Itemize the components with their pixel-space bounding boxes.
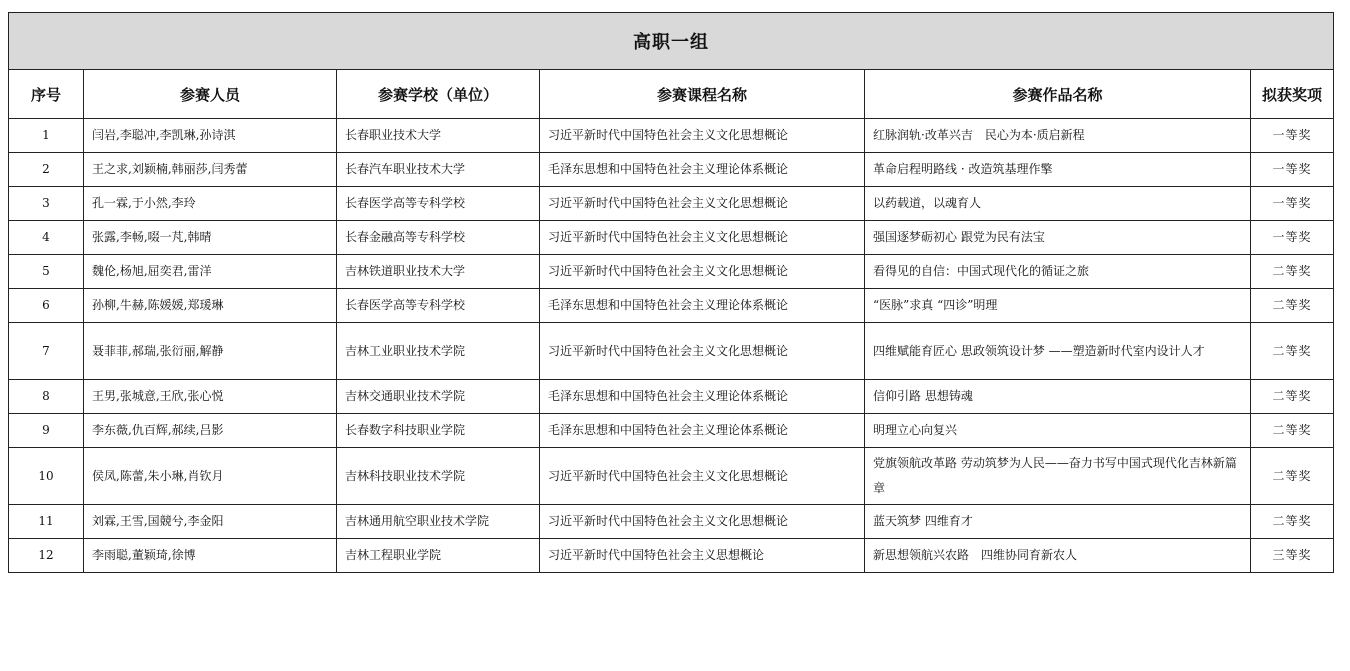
- cell-members: 李雨聪,董颖琦,徐博: [84, 539, 337, 573]
- cell-number: 8: [9, 380, 84, 414]
- cell-award: 二等奖: [1251, 380, 1334, 414]
- cell-school: 吉林通用航空职业技术学院: [337, 505, 540, 539]
- cell-award: 一等奖: [1251, 221, 1334, 255]
- cell-course: 习近平新时代中国特色社会主义文化思想概论: [540, 505, 865, 539]
- table-row: [9, 323, 1334, 380]
- title-row: [9, 13, 1334, 70]
- header-school: 参赛学校（单位）: [337, 70, 540, 119]
- cell-course: 毛泽东思想和中国特色社会主义理论体系概论: [540, 414, 865, 448]
- cell-work: 明理立心向复兴: [865, 414, 1251, 448]
- cell-award: 一等奖: [1251, 153, 1334, 187]
- cell-number: 10: [9, 448, 84, 505]
- cell-members: 聂菲菲,郝瑞,张衍丽,解静: [84, 323, 337, 380]
- cell-award: 二等奖: [1251, 414, 1334, 448]
- cell-number: 11: [9, 505, 84, 539]
- table-row: [9, 119, 1334, 153]
- cell-work: 蓝天筑梦 四维育才: [865, 505, 1251, 539]
- cell-number: 3: [9, 187, 84, 221]
- cell-award: 一等奖: [1251, 187, 1334, 221]
- header-course: 参赛课程名称: [540, 70, 865, 119]
- cell-work: 党旗领航改革路 劳动筑梦为人民——奋力书写中国式现代化吉林新篇章: [865, 448, 1251, 505]
- cell-members: 张露,李畅,啜一芃,韩晴: [84, 221, 337, 255]
- cell-course: 习近平新时代中国特色社会主义文化思想概论: [540, 187, 865, 221]
- cell-work: 看得见的自信：中国式现代化的循证之旅: [865, 255, 1251, 289]
- cell-school: 吉林铁道职业技术大学: [337, 255, 540, 289]
- cell-award: 二等奖: [1251, 289, 1334, 323]
- cell-award: 三等奖: [1251, 539, 1334, 573]
- table-row: [9, 505, 1334, 539]
- cell-course: 习近平新时代中国特色社会主义文化思想概论: [540, 255, 865, 289]
- cell-number: 2: [9, 153, 84, 187]
- cell-work: 红脉润轨·改革兴吉 民心为本·质启新程: [865, 119, 1251, 153]
- cell-course: 习近平新时代中国特色社会主义思想概论: [540, 539, 865, 573]
- cell-school: 吉林工程职业学院: [337, 539, 540, 573]
- cell-award: 二等奖: [1251, 505, 1334, 539]
- cell-number: 1: [9, 119, 84, 153]
- award-table: [8, 12, 1334, 573]
- table-title: 高职一组: [9, 13, 1334, 70]
- cell-work: 信仰引路 思想铸魂: [865, 380, 1251, 414]
- table-row: [9, 153, 1334, 187]
- cell-members: 侯凤,陈蕾,朱小琳,肖钦月: [84, 448, 337, 505]
- cell-school: 长春职业技术大学: [337, 119, 540, 153]
- header-award: 拟获奖项: [1251, 70, 1334, 119]
- cell-work: “医脉”求真 “四诊”明理: [865, 289, 1251, 323]
- cell-award: 二等奖: [1251, 448, 1334, 505]
- cell-school: 长春金融高等专科学校: [337, 221, 540, 255]
- table-row: [9, 221, 1334, 255]
- cell-school: 长春医学高等专科学校: [337, 289, 540, 323]
- cell-number: 4: [9, 221, 84, 255]
- cell-work: 强国逐梦砺初心 跟党为民有法宝: [865, 221, 1251, 255]
- cell-course: 习近平新时代中国特色社会主义文化思想概论: [540, 323, 865, 380]
- cell-members: 孔一霖,于小然,李玲: [84, 187, 337, 221]
- header-members: 参赛人员: [84, 70, 337, 119]
- cell-members: 王男,张城意,王欣,张心悦: [84, 380, 337, 414]
- cell-school: 长春数字科技职业学院: [337, 414, 540, 448]
- cell-course: 习近平新时代中国特色社会主义文化思想概论: [540, 119, 865, 153]
- cell-number: 9: [9, 414, 84, 448]
- cell-course: 毛泽东思想和中国特色社会主义理论体系概论: [540, 380, 865, 414]
- cell-members: 王之求,刘颖楠,韩丽莎,闫秀蕾: [84, 153, 337, 187]
- cell-members: 刘霖,王雪,国競兮,李金阳: [84, 505, 337, 539]
- cell-number: 12: [9, 539, 84, 573]
- cell-school: 吉林交通职业技术学院: [337, 380, 540, 414]
- cell-course: 习近平新时代中国特色社会主义文化思想概论: [540, 448, 865, 505]
- cell-school: 长春汽车职业技术大学: [337, 153, 540, 187]
- cell-work: 新思想领航兴农路 四维协同育新农人: [865, 539, 1251, 573]
- cell-members: 李东薇,仇百辉,郝续,吕影: [84, 414, 337, 448]
- cell-members: 魏伦,杨旭,屈奕君,雷洋: [84, 255, 337, 289]
- cell-course: 习近平新时代中国特色社会主义文化思想概论: [540, 221, 865, 255]
- cell-school: 吉林科技职业技术学院: [337, 448, 540, 505]
- cell-members: 闫岩,李聪冲,李凯琳,孙诗淇: [84, 119, 337, 153]
- cell-award: 二等奖: [1251, 255, 1334, 289]
- cell-award: 一等奖: [1251, 119, 1334, 153]
- cell-course: 毛泽东思想和中国特色社会主义理论体系概论: [540, 289, 865, 323]
- table-row: [9, 255, 1334, 289]
- cell-award: 二等奖: [1251, 323, 1334, 380]
- table-row: [9, 414, 1334, 448]
- cell-work: 革命启程明路线 · 改造筑基理作擎: [865, 153, 1251, 187]
- cell-members: 孙柳,牛赫,陈媛媛,郑瑗琳: [84, 289, 337, 323]
- table-row: [9, 289, 1334, 323]
- table-row: [9, 187, 1334, 221]
- cell-work: 四维赋能育匠心 思政领筑设计梦 ——塑造新时代室内设计人才: [865, 323, 1251, 380]
- header-row: [9, 70, 1334, 119]
- header-number: 序号: [9, 70, 84, 119]
- cell-number: 5: [9, 255, 84, 289]
- cell-number: 7: [9, 323, 84, 380]
- cell-course: 毛泽东思想和中国特色社会主义理论体系概论: [540, 153, 865, 187]
- cell-school: 吉林工业职业技术学院: [337, 323, 540, 380]
- cell-number: 6: [9, 289, 84, 323]
- table-row: [9, 448, 1334, 505]
- table-row: [9, 380, 1334, 414]
- cell-school: 长春医学高等专科学校: [337, 187, 540, 221]
- cell-work: 以药载道，以魂育人: [865, 187, 1251, 221]
- header-work: 参赛作品名称: [865, 70, 1251, 119]
- table-row: [9, 539, 1334, 573]
